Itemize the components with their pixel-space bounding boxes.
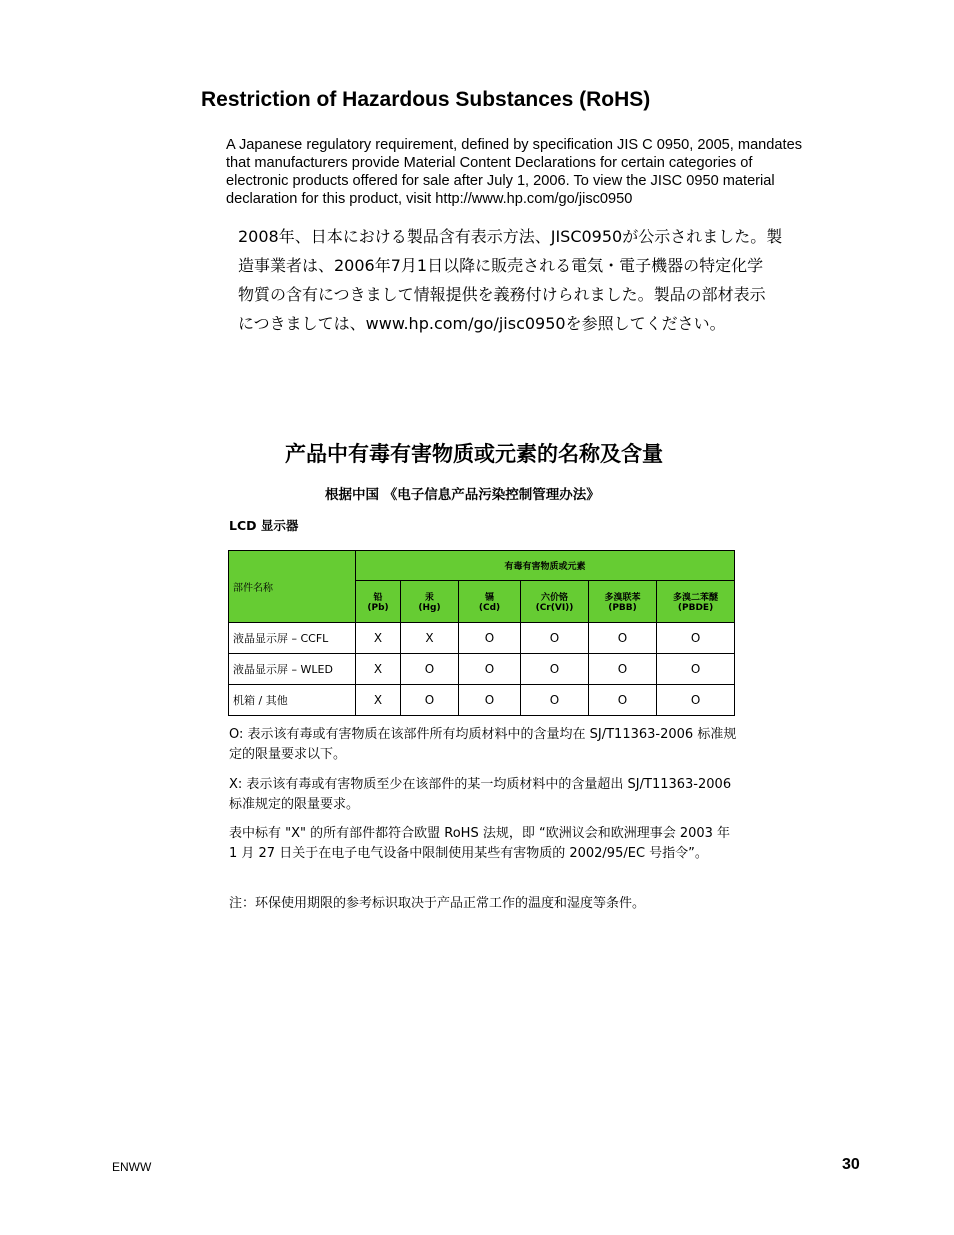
page-number: 30 [842,1156,860,1173]
value-cell: O [459,685,521,716]
value-cell: X [356,685,401,716]
hazardous-substances-table [228,550,735,716]
lcd-label: LCD 显示器 [229,518,299,533]
part-name-cell: 液晶显示屏 – CCFL [229,623,356,654]
value-cell: O [521,685,589,716]
intro-paragraph: A Japanese regulatory requirement, defined by specification JIS C 0950, 2005, mandates that manufacturers provide Material Content Declarations for certain categories of electronic products offered for sale after July 1, 2006. To view the JISC 0950 material declaration for this product, visit http://www.hp.com/go/jisc0950 [226,137,802,207]
footer-label: ENWW [112,1160,152,1174]
substances-group-header: 有毒有害物质或元素 [356,551,735,581]
value-cell: X [356,623,401,654]
note-eu-rohs: 表中标有 "X" 的所有部件都符合欧盟 RoHS 法规，即 “欧洲议会和欧洲理事会 2003 年 1 月 27 日关于在电子电气设备中限制使用某些有害物质的 2002/95/EC 号指令”。 [229,826,731,861]
table-row [229,623,735,654]
note-x-meaning: X: 表示该有毒或有害物质至少在该部件的某一均质材料中的含量超出 SJ/T11363-2006 标准规定的限量要求。 [229,777,732,812]
note-environment: 注：环保使用期限的参考标识取决于产品正常工作的温度和湿度等条件。 [229,896,646,911]
column-header-cadmium: 镉 (Cd) [459,581,521,623]
china-section-title: 产品中有毒有害物质或元素的名称及含量 [285,442,663,466]
value-cell: O [401,685,459,716]
japanese-line: 物質の含有につきまして情報提供を義務付けられました。製品の部材表示 [238,285,766,304]
value-cell: O [459,623,521,654]
value-cell: O [589,685,657,716]
japanese-line: 造事業者は、2006年7月1日以降に販売される電気・電子機器の特定化学 [238,256,764,275]
value-cell: O [521,623,589,654]
value-cell: X [401,623,459,654]
japanese-line: につきましては、www.hp.com/go/jisc0950を参照してください。 [238,314,726,333]
japanese-paragraph [238,222,783,338]
column-header-pbde: 多溴二苯醚 (PBDE) [657,581,735,623]
value-cell: O [657,623,735,654]
value-cell: X [356,654,401,685]
column-header-mercury: 汞 (Hg) [401,581,459,623]
value-cell: O [401,654,459,685]
note-o-meaning: O: 表示该有毒或有害物质在该部件所有均质材料中的含量均在 SJ/T11363-2006 标准规定的限量要求以下。 [229,727,737,762]
column-header-lead: 铅 (Pb) [356,581,401,623]
value-cell: O [459,654,521,685]
value-cell: O [589,654,657,685]
column-header-pbb: 多溴联苯 (PBB) [589,581,657,623]
part-name-header: 部件名称 [229,551,356,623]
value-cell: O [657,685,735,716]
table-row [229,685,735,716]
japanese-line: 2008年、日本における製品含有表示方法、JISC0950が公示されました。製 [238,227,783,246]
china-section-subtitle: 根据中国 《电子信息产品污染控制管理办法》 [325,487,600,503]
value-cell: O [521,654,589,685]
table-row [229,654,735,685]
page-title: Restriction of Hazardous Substances (RoHS) [201,88,651,111]
part-name-cell: 液晶显示屏 – WLED [229,654,356,685]
part-name-cell: 机箱 / 其他 [229,685,356,716]
value-cell: O [589,623,657,654]
value-cell: O [657,654,735,685]
column-header-chromium: 六价铬 (Cr(VI)) [521,581,589,623]
